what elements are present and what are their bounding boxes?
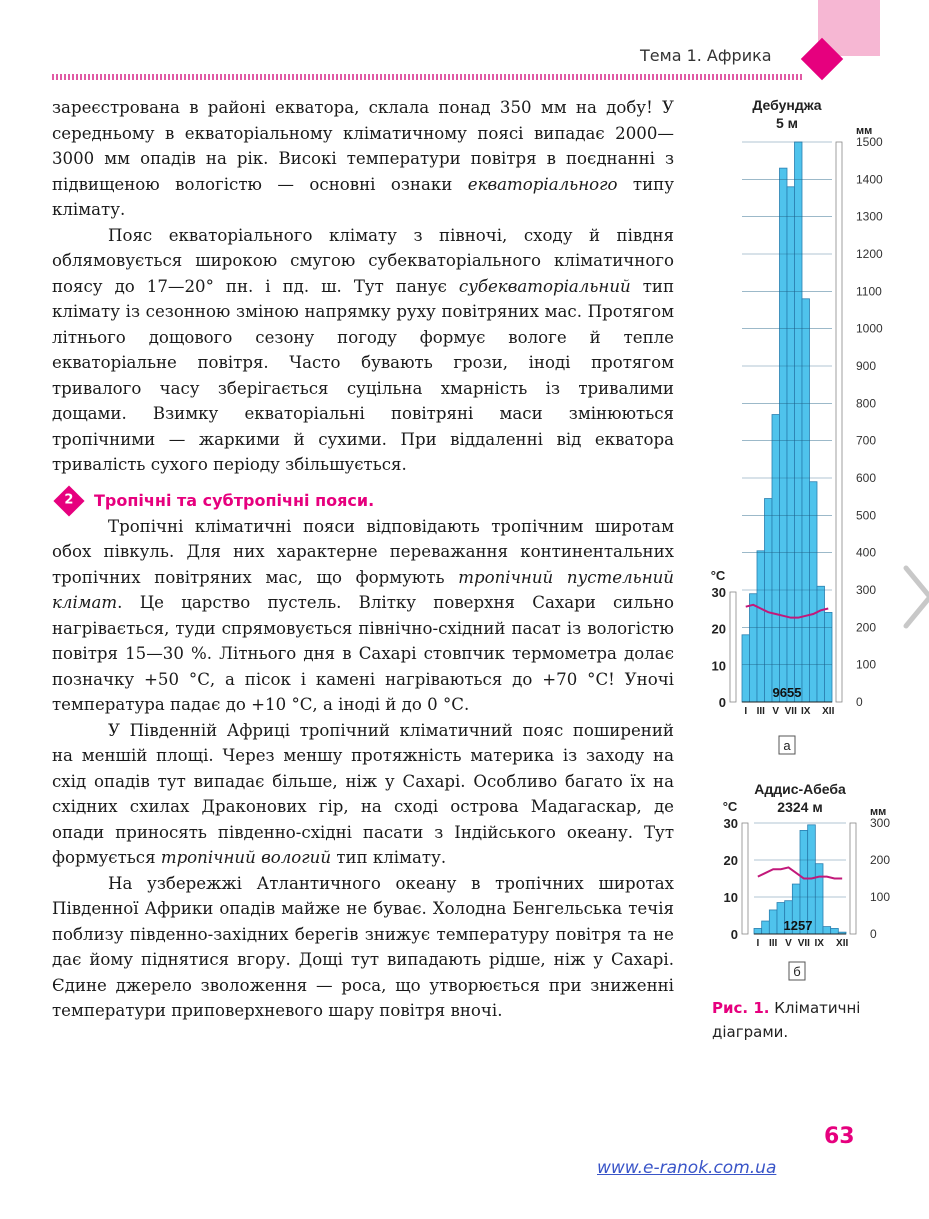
month-tick-label: V <box>772 706 780 717</box>
month-tick-label: XII <box>822 706 835 717</box>
temp-tick-label: 0 <box>730 927 738 942</box>
temp-tick-label: 10 <box>723 890 738 905</box>
body-text <box>52 95 674 1024</box>
precipitation-bar <box>772 415 780 702</box>
precipitation-bar <box>769 910 777 934</box>
precip-tick-label: 500 <box>856 508 877 523</box>
temp-tick-label: 30 <box>723 816 738 831</box>
temp-unit: °С <box>722 799 738 814</box>
precipitation-bar <box>757 551 765 702</box>
precip-tick-label: 300 <box>856 583 877 597</box>
topic-title: Тема 1. Африка <box>640 46 772 65</box>
month-tick-label: VII <box>797 938 810 949</box>
annual-total-label: 9655 <box>772 685 802 700</box>
website-link[interactable]: www.e-ranok.com.ua <box>597 1158 777 1178</box>
precip-scale-bar <box>836 142 842 702</box>
paragraph-3 <box>52 514 674 718</box>
temp-unit: °С <box>710 568 726 583</box>
month-tick-label: VII <box>784 706 797 717</box>
paragraph-4 <box>52 718 674 871</box>
precip-tick-label: 1200 <box>856 247 883 261</box>
caption-text: Кліматичні діаграми. <box>712 999 861 1041</box>
precip-tick-label: 200 <box>856 620 877 635</box>
precip-tick-label: 1400 <box>856 172 883 187</box>
paragraph-5: На узбережжі Атлантичного океану в тропічних широтах Південної Африки опадів майже не буває. Холодна Бенгельська течія поблизу південно-західних берегів знижує температуру повітря та не дає йому піднятися вгору. Дощі тут випадають рідше, ніж у Сахарі. Єдине джерело зволоження — роса, що утворюється при зниженні температури приповерхневого шару повітря вночі. <box>52 873 674 1020</box>
term-italic: субекваторіальний <box>458 276 631 296</box>
precip-tick-label: 700 <box>856 433 877 448</box>
precip-tick-label: 0 <box>856 695 863 709</box>
station-name: Аддис-Абеба <box>754 781 846 797</box>
precip-unit: мм <box>870 806 887 818</box>
precipitation-bar <box>765 499 773 702</box>
temp-tick-label: 20 <box>711 621 726 637</box>
month-tick-label: III <box>768 938 778 949</box>
text-span: Тропічні кліматичні пояси відповідають тропічним широтам обох півкуль. Для них характерне переважання континентальних тропічних повітряних мас, що формують <box>52 516 674 587</box>
temp-scale-bar <box>742 823 748 934</box>
precip-tick-label: 800 <box>856 396 877 411</box>
precip-tick-label: 600 <box>856 471 877 485</box>
precipitation-bar <box>823 927 831 934</box>
chart-label: б <box>793 964 801 979</box>
precip-tick-label: 200 <box>870 853 890 867</box>
paragraph-1 <box>52 95 674 223</box>
month-tick-label: XII <box>836 938 849 949</box>
section-number: 2 <box>64 492 74 508</box>
chart-label: а <box>783 738 791 753</box>
month-tick-label: I <box>756 938 760 949</box>
precipitation-bar <box>802 299 810 702</box>
header-rule <box>52 74 802 80</box>
precipitation-bar <box>831 928 839 934</box>
precip-tick-label: 100 <box>856 657 877 672</box>
precipitation-bar <box>742 635 750 702</box>
month-tick-label: III <box>756 706 765 717</box>
precip-tick-label: 1300 <box>856 209 883 224</box>
precipitation-bar <box>762 921 770 934</box>
precip-tick-label: 300 <box>870 816 890 830</box>
station-elevation: 5 м <box>775 115 799 131</box>
precipitation-bar <box>780 168 788 702</box>
precipitation-bar <box>787 187 795 702</box>
precip-tick-label: 1100 <box>856 284 882 299</box>
annual-total-label: 1257 <box>783 918 813 933</box>
precip-tick-label: 1000 <box>856 321 883 336</box>
precip-tick-label: 900 <box>856 359 877 373</box>
term-italic: тропічний пустельний клімат <box>52 567 674 612</box>
temp-tick-label: 0 <box>718 695 726 710</box>
text-span: У Південній Африці тропічний кліматичний пояс поширений на меншій площі. Через меншу протяжність материка із заходу на схід опадів тут випадає більше, ніж у Сахарі. Особливо багато їх на східних схилах Драконових гір, на сході острова Мадагаскар, де опади приносять південно-східні пасати з Індійського океану. Тут формується <box>52 720 674 867</box>
text-span: типу клімату. <box>52 174 674 219</box>
precipitation-bar <box>815 864 823 934</box>
precip-scale-bar <box>850 823 856 934</box>
caption-label: Рис. 1. <box>712 999 770 1017</box>
precipitation-bar <box>750 594 758 702</box>
precip-tick-label: 0 <box>870 927 877 941</box>
precipitation-bar <box>825 612 833 702</box>
precipitation-bar <box>754 928 762 934</box>
month-tick-label: IX <box>814 938 824 949</box>
precip-unit: мм <box>856 125 873 137</box>
precipitation-bar <box>817 586 825 702</box>
climate-chart-debundzha <box>690 86 890 766</box>
text-span: тип клімату. <box>331 848 447 867</box>
temp-tick-label: 20 <box>723 853 738 868</box>
month-tick-label: V <box>785 938 792 949</box>
temp-scale-bar <box>730 592 736 702</box>
month-tick-label: IX <box>801 706 811 717</box>
section-heading <box>52 488 674 514</box>
precip-tick-label: 100 <box>870 890 890 904</box>
station-elevation: 2324 м <box>777 799 823 815</box>
precip-tick-label: 1500 <box>856 135 883 149</box>
precipitation-bar <box>810 482 818 702</box>
page-number: 63 <box>824 1124 855 1149</box>
climate-chart-addis-ababa <box>690 776 890 986</box>
month-tick-label: I <box>744 706 748 717</box>
section-title: Тропічні та субтропічні пояси. <box>94 490 375 510</box>
precip-tick-label: 400 <box>856 545 877 560</box>
next-page-chevron-icon[interactable] <box>900 562 929 632</box>
term-italic: екваторіального <box>467 174 618 194</box>
term-italic: тропічний вологий <box>160 848 332 867</box>
figure-caption <box>712 996 892 1044</box>
text-span: зареєстрована в районі екватора, склала понад 350 мм на добу! У середньому в екваторіальному кліматичному поясі випадає 2000—3000 мм опадів на рік. Високі температури повітря в поєднанні з підвищеною вологістю — основні ознаки <box>52 98 674 194</box>
section-number-badge <box>53 485 84 516</box>
temp-tick-label: 10 <box>711 658 726 674</box>
text-span: тип клімату із сезонною зміною напрямку руху повітряних мас. Протягом літнього дощового сезону погоду формує вологе й тепле екваторіальне повітря. Часто бувають грози, іноді протягом тривалого часу зберігається суцільна хмарність із тривалими дощами. Взимку екваторіальні повітряні маси змінюються тропічними — жаркими й сухими. При віддаленні від екватора тривалість сухого періоду збільшується. <box>52 276 674 474</box>
text-span: . Це царство пустель. Влітку поверхня Сахари сильно нагрівається, туди спрямовується північно-східний пасат із вологістю повітря 15—30 %. Літнього дня в Сахарі стовпчик термометра долає позначку +50 °С, а пісок і камені нагріваються до +70 °С! Уночі температура падає до +10 °С, а іноді й до 0 °С. <box>52 593 674 714</box>
paragraph-2 <box>52 223 674 478</box>
text-span: Пояс екваторіального клімату з півночі, сходу й півдня облямовується широкою смугою субекваторіального кліматичного поясу до 17—20° пн. і пд. ш. Тут панує <box>52 225 674 296</box>
station-name: Дебунджа <box>752 97 822 113</box>
temp-tick-label: 30 <box>711 585 726 600</box>
